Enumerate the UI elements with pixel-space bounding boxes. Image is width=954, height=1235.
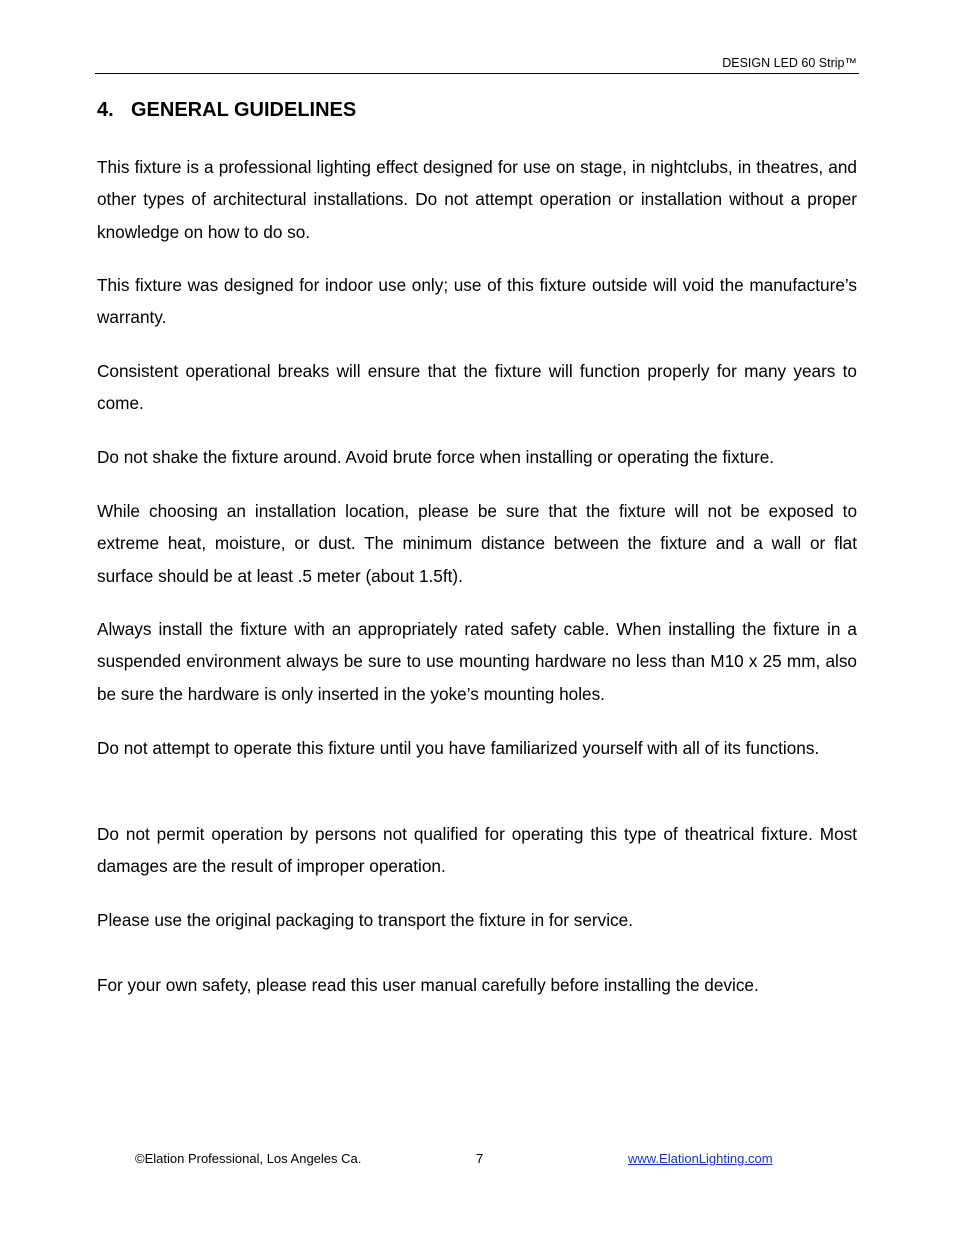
footer-copyright: ©Elation Professional, Los Angeles Ca.: [135, 1151, 362, 1166]
header-divider: [95, 73, 859, 74]
section-heading: [97, 97, 356, 123]
paragraph-9: Please use the original packaging to transport the fixture in for service.: [97, 910, 633, 930]
section-title: GENERAL GUIDELINES: [131, 99, 357, 121]
section-number: 4.: [97, 99, 114, 121]
paragraph-7: Do not attempt to operate this fixture until you have familiarized yourself with all of its functions.: [97, 738, 820, 758]
paragraph-1: This fixture is a professional lighting effect designed for use on stage, in nightclubs, in theatres, and other types of architectural installations. Do not attempt operation or installation without a proper knowledge on how to do so.: [97, 157, 857, 242]
paragraph-2: This fixture was designed for indoor use only; use of this fixture outside will void the manufacture’s warranty.: [97, 275, 857, 328]
header-title: DESIGN LED 60 Strip™: [722, 56, 857, 70]
website-link[interactable]: www.ElationLighting.com: [628, 1151, 773, 1166]
paragraph-8: Do not permit operation by persons not qualified for operating this type of theatrical fixture. Most damages are the result of improper operation.: [97, 824, 857, 877]
paragraph-4: Do not shake the fixture around. Avoid brute force when installing or operating the fixture.: [97, 447, 775, 467]
paragraph-5: While choosing an installation location, please be sure that the fixture will not be exposed to extreme heat, moisture, or dust. The minimum distance between the fixture and a wall or flat surface should be at least .5 meter (about 1.5ft).: [97, 501, 857, 586]
paragraph-3: Consistent operational breaks will ensure that the fixture will function properly for many years to come.: [97, 361, 857, 414]
page-number: 7: [476, 1151, 484, 1166]
paragraph-6: Always install the fixture with an appropriately rated safety cable. When installing the fixture in a suspended environment always be sure to use mounting hardware no less than M10 x 25 mm, also be sure the hardware is only inserted in the yoke’s mounting holes.: [97, 619, 857, 704]
paragraph-10: For your own safety, please read this user manual carefully before installing the device.: [97, 975, 759, 995]
